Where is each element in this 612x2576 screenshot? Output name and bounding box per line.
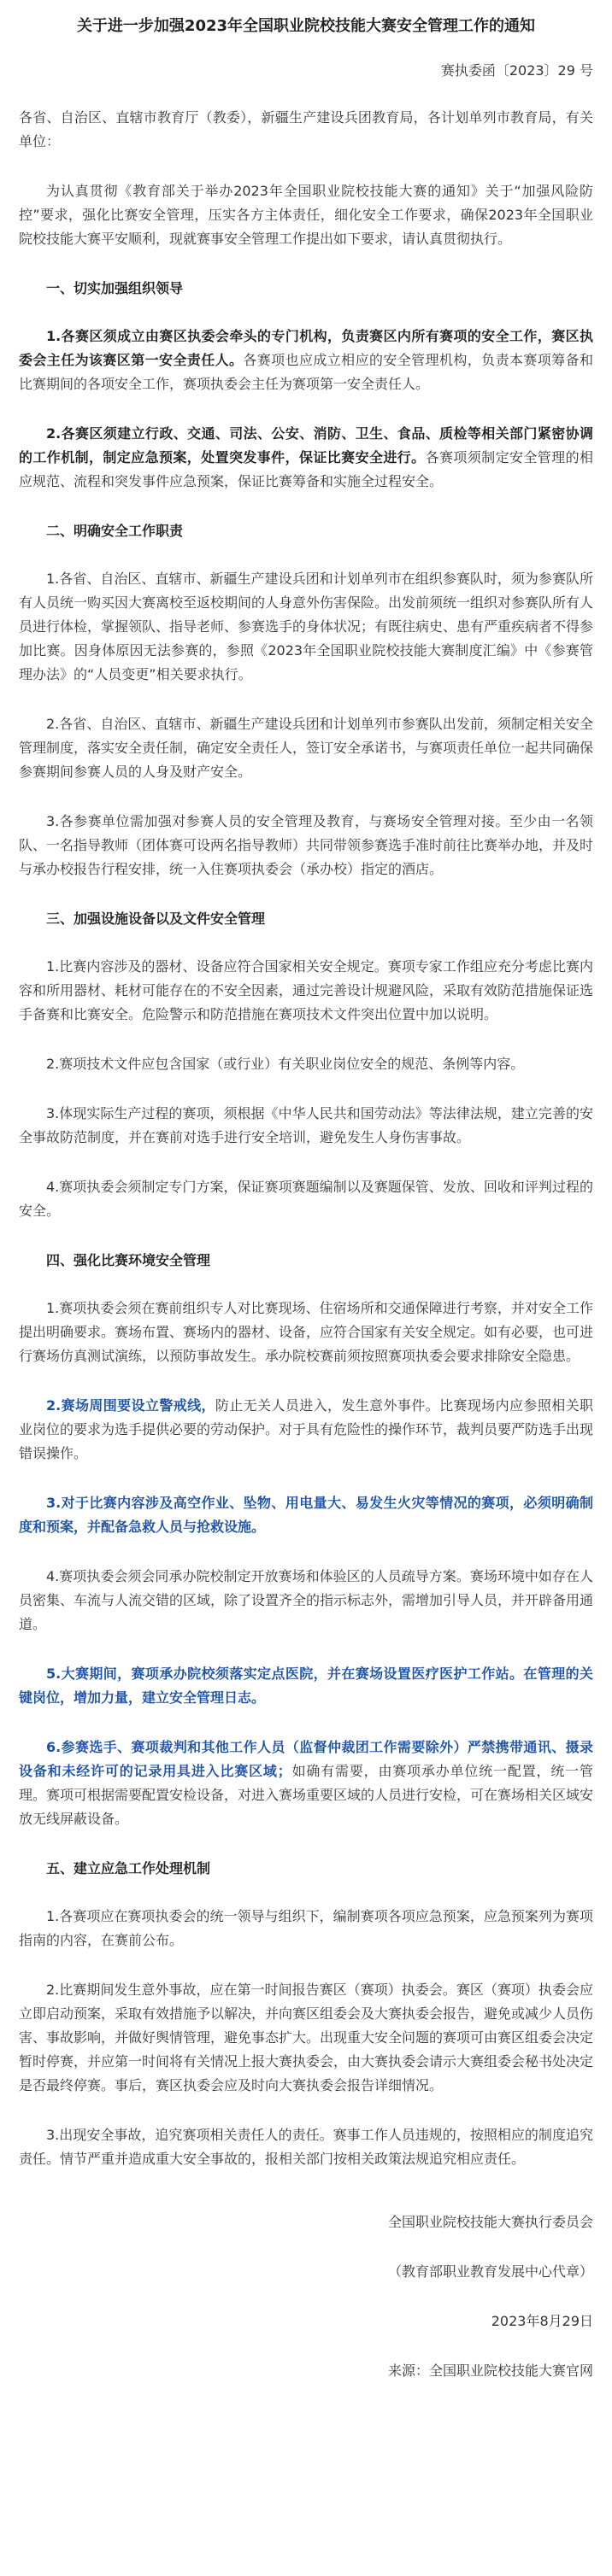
- section-item: [19, 1662, 593, 1710]
- item-text: 防止无关人员进入，发生意外事件。比赛现场内应参照相关职业岗位的要求为选手提供必要的劳动保护。对于具有危险性的操作环节，裁判员要严防选手出现错误操作。: [19, 1397, 594, 1461]
- item-text: 如确有需要，由赛项承办单位统一配置，统一管理。赛项可根据需要配置安检设备，对进入赛场重要区域的人员进行安检，可在赛场相关区域安放无线屏蔽设备。: [19, 1763, 594, 1827]
- section-item: 2.比赛期间发生意外事故，应在第一时间报告赛区（赛项）执委会。赛区（赛项）执委会应立即启动预案，采取有效措施予以解决，并向赛区组委会及大赛执委会报告，避免或减少人员伤害、事故影响，并做好舆情管理，避免事态扩大。出现重大安全问题的赛项可由赛区组委会决定暂时停赛，并应第一时间将有关情况上报大赛执委会，由大赛执委会请示大赛组委会秘书处决定是否最终停赛。事后，赛区执委会应及时向大赛执委会报告详细情况。: [19, 1982, 594, 2093]
- section-item: 4.赛项执委会须会同承办院校制定开放赛场和体验区的人员疏导方案。赛场环境中如存在人员密集、车流与人流交错的区域，除了设置齐全的指示标志外，需增加引导人员，并开辟备用通道。: [19, 1568, 594, 1632]
- item-text: 各赛项须制定安全管理的相应规范、流程和突发事件应急预案，保证比赛筹备和实施全过程安全。: [19, 449, 593, 489]
- signature-agency: （教育部职业教育发展中心代章）: [387, 2263, 593, 2280]
- section-item: 4.赛项执委会须制定专门方案，保证赛项赛题编制以及赛题保管、发放、回收和评判过程的安全。: [19, 1179, 593, 1219]
- section-item: [19, 325, 593, 396]
- section-heading: 一、切实加强组织领导: [46, 280, 184, 296]
- item-text: 各赛项也应成立相应的安全管理机构，负责本赛项筹备和比赛期间的各项安全工作，赛项执委会主任为赛项第一安全责任人。: [19, 352, 593, 392]
- signature-org: 全国职业院校技能大赛执行委员会: [387, 2214, 593, 2230]
- item-highlight-text: 3.对于比赛内容涉及高空作业、坠物、用电量大、易发生火灾等情况的赛项，必须明确制度和预案，并配备急救人员与抢救设施。: [19, 1495, 593, 1535]
- addressee: 各省、自治区、直辖市教育厅（教委），新疆生产建设兵团教育局，各计划单列市教育局，有关单位：: [19, 109, 593, 149]
- section-heading: 五、建立应急工作处理机制: [46, 1860, 211, 1876]
- section-item: 1.各赛项应在赛项执委会的统一领导与组织下，编制赛项各项应急预案，应急预案列为赛项指南的内容，在赛前公布。: [19, 1908, 593, 1948]
- section-item: 2.赛项技术文件应包含国家（或行业）有关职业岗位安全的规范、条例等内容。: [46, 1056, 525, 1072]
- item-bold-text: 1.各赛区须成立由赛区执委会牵头的专门机构，负责赛区内所有赛项的安全工作，赛区执委会主任为该赛区第一安全责任人。: [19, 328, 593, 368]
- section-item: [19, 1394, 593, 1466]
- section-item: 3.体现实际生产过程的赛项，须根据《中华人民共和国劳动法》等法律法规，建立完善的安全事故防范制度，并在赛前对选手进行安全培训，避免发生人身伤害事故。: [19, 1105, 593, 1145]
- section-heading: 四、强化比赛环境安全管理: [46, 1252, 211, 1268]
- section-item: 1.比赛内容涉及的器材、设备应符合国家相关安全规定。赛项专家工作组应充分考虑比赛内容和所用器材、耗材可能存在的不安全因素，通过完善设计规避风险，采取有效防范措施保证选手备赛和比赛安全。危险警示和防范措施在赛项技术文件突出位置中加以说明。: [19, 958, 594, 1022]
- signature-date: 2023年8月29日: [491, 2313, 593, 2329]
- intro-paragraph: 为认真贯彻《教育部关于举办2023年全国职业院校技能大赛的通知》关于“加强风险防控”要求，强化比赛安全管理，压实各方主体责任，细化安全工作要求，确保2023年全国职业院校技能大赛平安顺利，现就赛事安全管理工作提出如下要求，请认真贯彻执行。: [19, 183, 593, 247]
- section-heading: 二、明确安全工作职责: [46, 523, 184, 539]
- item-highlight-text: 5.大赛期间，赛项承办院校须落实定点医院，并在赛场设置医疗医护工作站。在管理的关键岗位，增加力量，建立安全管理日志。: [19, 1666, 593, 1706]
- section-item: 1.赛项执委会须在赛前组织专人对比赛现场、住宿场所和交通保障进行考察，并对安全工作提出明确要求。赛场布置、赛场内的器材、设备，应符合国家有关安全规定。如有必要，也可进行赛场仿真测试演练，以预防事故发生。承办院校赛前须按照赛项执委会要求排除安全隐患。: [19, 1300, 594, 1364]
- document-title: 关于进一步加强2023年全国职业院校技能大赛安全管理工作的通知: [76, 17, 536, 35]
- section-item: 1.各省、自治区、直辖市、新疆生产建设兵团和计划单列市在组织参赛队时，须为参赛队所有人员统一购买因大赛离校至返校期间的人身意外伤害保险。出发前须统一组织对参赛队所有人员进行体检，掌握领队、指导老师、参赛选手的身体状况；有既往病史、患有严重疾病者不得参加比赛。因身体原因无法参赛的，参照《2023年全国职业院校技能大赛制度汇编》中《参赛管理办法》的“人员变更”相关要求执行。: [19, 571, 594, 682]
- item-highlight-text: 2.赛场周围要设立警戒线，: [46, 1397, 215, 1414]
- document-number: 赛执委函〔2023〕29 号: [440, 62, 593, 79]
- source-note: 来源：全国职业院校技能大赛官网: [387, 2362, 593, 2379]
- section-item: 3.出现安全事故，追究赛项相关责任人的责任。赛事工作人员违规的，按照相应的制度追究责任。情节严重并造成重大安全事故的，报相关部门按相关政策法规追究相应责任。: [19, 2127, 593, 2167]
- section-heading: 三、加强设施设备以及文件安全管理: [46, 910, 266, 927]
- section-item: 3.各参赛单位需加强对参赛人员的安全管理及教育，与赛场安全管理对接。至少由一名领队、一名指导教师（团体赛可设两名指导教师）共同带领参赛选手准时前往比赛举办地，并及时与承办校报告行程安排，统一入住赛项执委会（承办校）指定的酒店。: [19, 813, 594, 877]
- section-item: [19, 422, 593, 494]
- section-item: 2.各省、自治区、直辖市、新疆生产建设兵团和计划单列市参赛队出发前，须制定相关安全管理制度，落实安全责任制，确定安全责任人，签订安全承诺书，与赛项责任单位一起共同确保参赛期间参赛人员的人身及财产安全。: [19, 716, 594, 780]
- section-item: [19, 1736, 593, 1831]
- section-item: [19, 1491, 593, 1539]
- item-highlight-text: 6.参赛选手、赛项裁判和其他工作人员（监督仲裁团工作需要除外）严禁携带通讯、摄录设备和未经许可的记录用具进入比赛区域；: [19, 1739, 593, 1779]
- item-bold-text: 2.各赛区须建立行政、交通、司法、公安、消防、卫生、食品、质检等相关部门紧密协调的工作机制，制定应急预案，处置突发事件，保证比赛安全进行。: [19, 425, 593, 465]
